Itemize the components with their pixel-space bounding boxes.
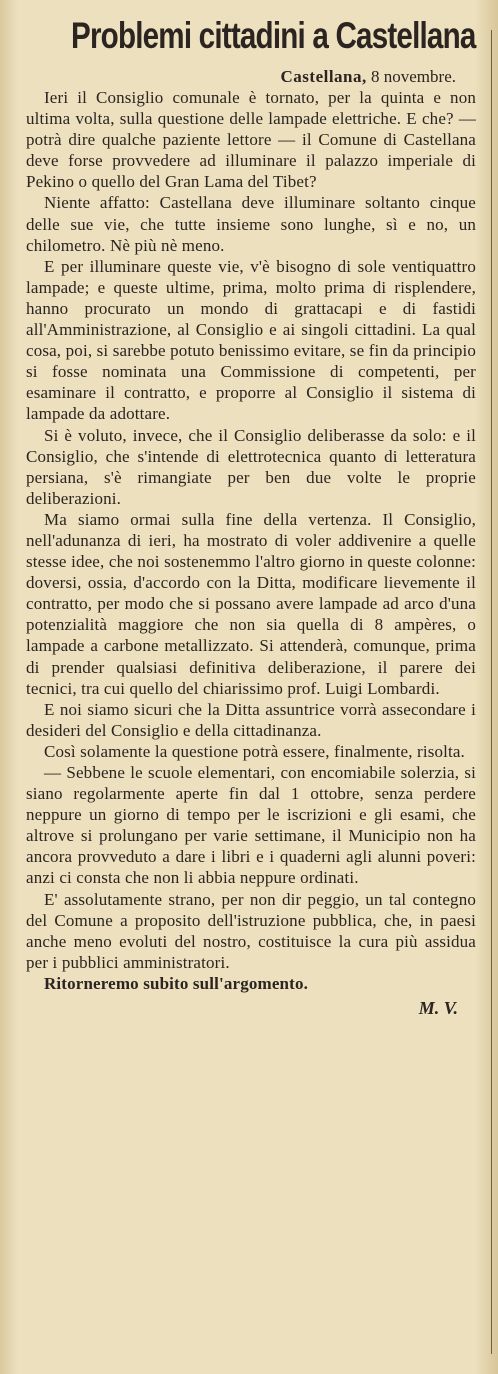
paragraph: Ma siamo ormai sulla fine della vertenza. Il Consiglio, nell'adunanza di ieri, ha mostrato di voler addivenire a quelle stesse idee, che noi sostenemmo l'altro giorno in queste colonne: doversi, ossia, d'accordo con la Ditta, modificare lievemente il contratto, per modo che si possano avere lampade ad arco d'una potenzialità maggiore che non sia quella di 8 ampères, o lampade a carbone metallizzato. Si attenderà, comunque, prima di prender qualsiasi definitiva deliberazione, il parere dei tecnici, tra cui quello del chiarissimo prof. Luigi Lombardi.: [26, 509, 476, 698]
paragraph: E' assolutamente strano, per non dir peggio, un tal contegno del Comune a proposito dell'istruzione pubblica, che, in paesi anche meno evoluti del nostro, costituisce la cura più assidua per i pubblici amministratori.: [26, 889, 476, 972]
article-title: Problemi cittadini a Castellana: [71, 15, 476, 56]
author-signature: M. V.: [418, 998, 458, 1019]
paragraph: Niente affatto: Castellana deve illuminare soltanto cinque delle sue vie, che tutte insieme sono lunghe, sì e no, un chilometro. Nè più nè meno.: [26, 193, 476, 255]
paragraph: E noi siamo sicuri che la Ditta assuntrice vorrà assecondare i desideri del Consiglio e della cittadinanza.: [26, 699, 476, 740]
dateline-date: 8 novembre.: [371, 67, 456, 86]
paragraph: E per illuminare queste vie, v'è bisogno di sole ventiquattro lampade; e queste ultime, prima, molto prima di risplendere, hanno procurato un mondo di grattacapi e di fastidi all'Amministrazione, al Consiglio e ai singoli cittadini. La qual cosa, poi, si sarebbe potuto benissimo evitare, se fin da principio si fosse nominata una Commissione di competenti, per esaminare il contratto, e proporre al Consiglio il sistema di lampade da adottare.: [26, 256, 476, 424]
paragraph: Ieri il Consiglio comunale è tornato, per la quinta e non ultima volta, sulla questione delle lampade elettriche. E che? — potrà dire qualche paziente lettore — il Comune di Castellana deve forse provvedere ad illuminare il palazzo imperiale di Pekino o quello del Gran Lama del Tibet?: [26, 88, 476, 192]
article-body: [26, 87, 476, 994]
dateline-place: Castellana,: [280, 67, 367, 86]
dateline: [26, 66, 476, 87]
paragraph: — Sebbene le scuole elementari, con encomiabile solerzia, si siano regolarmente aperte fin dal 1 ottobre, senza perdere neppure un giorno di tempo per le iscrizioni e gli esami, che altrove si prolungano per varie settimane, il Municipio non ha ancora provveduto a dare i libri e i quaderni agli alunni poveri: anzi ci consta che non li abbia neppure ordinati.: [26, 763, 476, 888]
paragraph: Si è voluto, invece, che il Consiglio deliberasse da solo: e il Consiglio, che s'intende di elettrotecnica quanto di letteratura persiana, s'è rimangiate per ben due volte le proprie deliberazioni.: [26, 425, 476, 508]
column-rule: [491, 30, 492, 1354]
paragraph: Così solamente la questione potrà essere, finalmente, risolta.: [44, 741, 465, 761]
closing-line: Ritorneremo subito sull'argomento.: [44, 973, 309, 993]
